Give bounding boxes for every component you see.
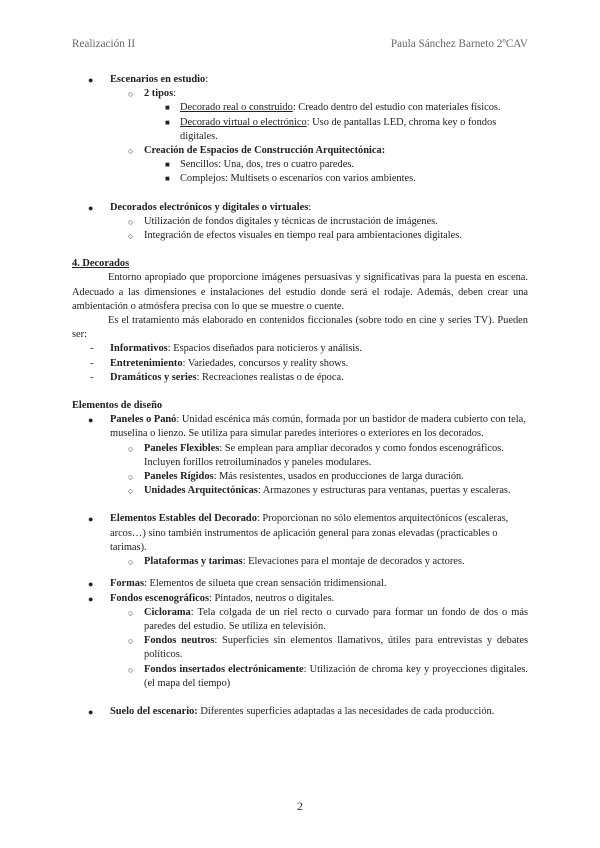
section-heading: 4. Decorados [72, 258, 130, 270]
list-item: ■ Decorado real o construido: Creado dentro del estudio con materiales físicos. [72, 101, 528, 115]
paragraph: Es el tratamiento más elaborado en contenidos ficcionales (sobre todo en cine y series TV). Pueden ser: [72, 315, 528, 341]
bullet-disc-icon: ● [88, 415, 94, 426]
bullet-disc-icon: ● [88, 579, 94, 590]
list-item: ○ Fondos insertados electrónicamente: Utilización de chroma key y proyecciones digitales. (el mapa del tiempo) [128, 663, 528, 689]
bullet-disc-icon: ● [88, 593, 94, 604]
bullet-square-icon: ■ [165, 160, 170, 170]
bullet-circle-icon: ○ [128, 146, 134, 157]
header-left: Realización II [72, 38, 136, 50]
list-item: ● Formas: Elementos de silueta que crean sensación tridimensional. [72, 577, 528, 591]
list-item: ■ Complejos: Multisets o escenarios con varios ambientes. [72, 172, 528, 186]
list-item: - Entretenimiento: Variedades, concursos y reality shows. [72, 357, 528, 371]
list-item: ○ Fondos neutros: Superficies sin elementos llamativos, útiles para entrevistas y debates políticos. [128, 635, 528, 661]
bullet-circle-icon: ○ [128, 472, 134, 483]
dash-bullet-icon: - [90, 371, 94, 383]
bullet-circle-icon: ○ [128, 89, 134, 100]
list-item: ● Fondos escenográficos: Pintados, neutros o digitales. [72, 592, 528, 606]
header-right: Paula Sánchez Barneto 2ºCAV [390, 38, 528, 50]
bullet-circle-icon: ○ [128, 216, 134, 227]
list-item: ■ Decorado virtual o electrónico: Uso de pantallas LED, chroma key o fondos digitales. [165, 116, 497, 142]
bullet-circle-icon: ○ [128, 486, 134, 497]
bullet-square-icon: ■ [165, 103, 170, 113]
bullet-disc-icon: ● [88, 202, 94, 213]
list-item: ○ Paneles Rígidos: Más resistentes, usados en producciones de larga duración. [72, 470, 528, 484]
bullet-circle-icon: ○ [128, 607, 134, 618]
page-content [72, 73, 528, 719]
bullet-disc-icon: ● [88, 706, 94, 717]
list-item: ○ Paneles Flexibles: Se emplean para ampliar decorados y como fondos escenográficos. Incluyen forillos retroiluminados y paneles modulares. [128, 442, 504, 468]
list-item: ○ Integración de efectos visuales en tiempo real para ambientaciones digitales. [72, 229, 528, 243]
subheading: Elementos de diseño [72, 400, 163, 412]
bullet-square-icon: ■ [165, 117, 170, 127]
list-item: - Informativos: Espacios diseñados para noticieros y análisis. [72, 342, 528, 356]
list-item: ● Decorados electrónicos y digitales o virtuales: [72, 201, 528, 215]
list-item: ○ Utilización de fondos digitales y técnicas de incrustación de imágenes. [72, 215, 528, 229]
bullet-circle-icon: ○ [128, 557, 134, 568]
bullet-circle-icon: ○ [128, 231, 134, 242]
list-item: ● Elementos Estables del Decorado: Proporcionan no sólo elementos arquitectónicos (escaleras, arcos…) sino también instrumentos de aplicación general para zonas elevadas (practicables o tarimas). [88, 513, 509, 553]
list-item: ○ 2 tipos: [72, 87, 528, 101]
list-item: - Dramáticos y series: Recreaciones realistas o de época. [72, 371, 528, 385]
list-item: ○ Unidades Arquitectónicas: Armazones y estructuras para ventanas, puertas y escaleras. [72, 484, 528, 498]
list-item: ○ Ciclorama: Tela colgada de un riel recto o curvado para formar un fondo de dos o más paredes del estudio. Se utiliza en televisión. [128, 606, 528, 632]
list-item: ● Escenarios en estudio: [72, 73, 528, 87]
paragraph: Entorno apropiado que proporcione imágenes persuasivas y significativas para la puesta en escena. Adecuado a las dimensiones e instalaciones del estudio donde será el rodaje. Además, deben crear una ambientación o atmósfera precisa con lo que se muestre o cuente. [72, 272, 528, 312]
bullet-disc-icon: ● [88, 75, 94, 85]
bullet-square-icon: ■ [165, 174, 170, 184]
list-item: ● Paneles o Panó: Unidad escénica más común, formada por un bastidor de madera cubierto con tela, muselina o lienzo. Se utiliza para simular paredes interiores o exteriores en los decorados. [88, 414, 526, 440]
page-number: 2 [297, 799, 303, 813]
bullet-circle-icon: ○ [128, 443, 134, 454]
list-item: ● Suelo del escenario: Diferentes superficies adaptadas a las necesidades de cada producción. [72, 705, 528, 719]
dash-bullet-icon: - [90, 343, 94, 355]
bullet-circle-icon: ○ [128, 664, 134, 675]
dash-bullet-icon: - [90, 357, 94, 369]
list-item: ■ Sencillos: Una, dos, tres o cuatro paredes. [72, 158, 528, 172]
bullet-disc-icon: ● [88, 514, 94, 525]
list-item: ○ Plataformas y tarimas: Elevaciones para el montaje de decorados y actores. [72, 555, 528, 569]
bullet-circle-icon: ○ [128, 636, 134, 647]
list-item: ○ Creación de Espacios de Construcción Arquitectónica: [72, 144, 528, 158]
